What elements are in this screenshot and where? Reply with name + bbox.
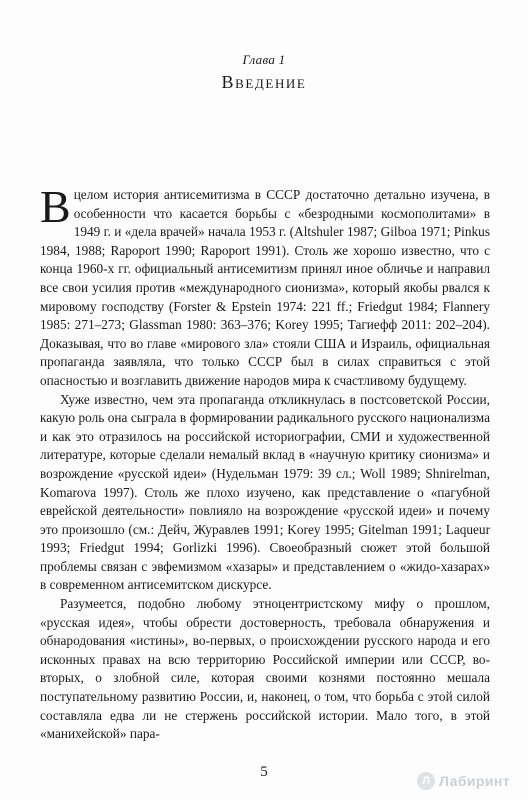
paragraph: Хуже известно, чем эта пропаганда откликнулась в постсоветской России, какую роль она сыграла в формировании радикального русского национализма и как это отразилось на российской историографии, СМИ и художественной литературе, которые сделали немалый вклад в «научную критику сионизма» и возрождение «русской идеи» (Нудельман 1979: 39 сл.; Woll 1989; Shnirelman, Komarova 1997). Столь же плохо изучено, как представление о «пагубной еврейской деятельности» повлияло на возрождение «русской идеи» и почему это произошло (см.: Дейч, Журавлев 1991; Korey 1995; Gitelman 1991; Laqueur 1993; Friedgut 1994; Gorlizki 1996). Своеобразный сюжет этой большой проблемы связан с эвфемизмом «хазары» и представлением о «жидо-хазарах» в современном антисемитском дискурсе. [40,391,490,593]
labirint-logo-icon: Л [417,772,435,790]
drop-cap: В [40,181,71,232]
watermark-text: Лабиринт [439,773,510,789]
paragraph [40,181,490,391]
watermark [417,770,510,792]
paragraph-text: целом история антисемитизма в СССР достаточно детально изучена, в особенности что касается борьбы с «безродными космополитами» в 1949 г. и «дела врачей» начала 1953 г. (Altshuler 1987; Gilboa 1971; Pinkus 1984, 1988; Rapoport 1990; Rapoport 1991). Столь же хорошо известно, что с конца 1960-х гг. официальный антисемитизм принял иное обличье и направил все свои усилия против «международного сионизма», который якобы рвался к мировому господству (Forster & Epstein 1974: 221 ff.; Friedgut 1984; Flannery 1985: 271–273; Glassman 1980: 363–376; Korey 1995; Тагиефф 2011: 202–204). Доказывая, что во главе «мирового зла» стояли США и Израиль, официальная пропаганда заявляла, что только СССР был в силах справиться с этой опасностью и возглавить движение народов мира к счастливому будущему. [40,187,490,388]
page-number: 5 [260,764,268,780]
paragraph: Разумеется, подобно любому этноцентристскому мифу о прошлом, «русская идея», чтобы обрести достоверность, требовала обнаружения и обнародования «истины», во-первых, о происхождении русского народа и его исконных правах на всю территорию Российской империи или СССР, во-вторых, о злобной силе, которая своими кознями постоянно мешала поступательному развитию России, и, наконец, о том, что борьба с этой силой составляла едва ли не стержень российской истории. Мало того, в этой «манихейской» пара- [40,596,490,742]
chapter-title: Введение [221,72,307,92]
chapter-label: Глава 1 [242,52,286,67]
body-text [40,181,490,744]
